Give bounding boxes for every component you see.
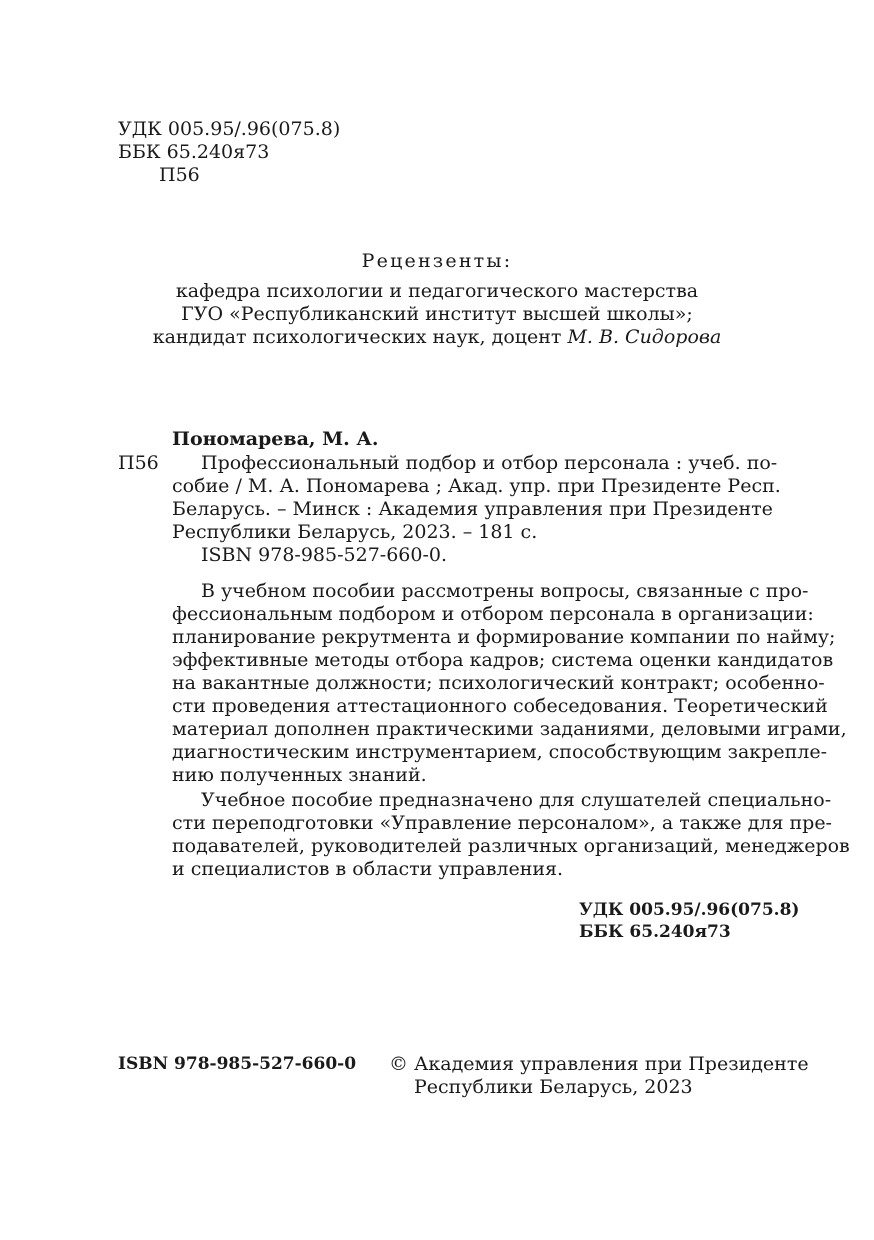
abstract-p1-line-7: материал дополнен практическими заданиями, деловыми играми, [172, 718, 847, 740]
abstract-p2-line-3: подавателей, руководителей различных организаций, менеджеров [172, 835, 850, 857]
abstract-p1-line-4: эффективные методы отбора кадров; система оценки кандидатов [172, 649, 834, 671]
copyright-holder-line-1: Академия управления при Президенте [414, 1053, 809, 1075]
reviewer-line-2: ГУО «Республиканский институт высшей школы»; [181, 303, 693, 325]
catalog-isbn: ISBN 978-985-527-660-0. [201, 544, 448, 566]
catalog-line-1: Профессиональный подбор и отбор персонала : учеб. по- [201, 452, 778, 474]
abstract-p1-line-2: фессиональным подбором и отбором персонала в организации: [172, 603, 814, 625]
abstract-p2-line-1: Учебное пособие предназначено для слушателей специально- [201, 789, 832, 811]
catalog-line-4: Республики Беларусь, 2023. – 181 с. [172, 521, 538, 543]
author-mark: П56 [159, 164, 200, 186]
reviewer-name: М. В. Сидорова [567, 326, 722, 348]
footer-bbk: ББК 65.240я73 [579, 922, 731, 942]
catalog-line-2: собие / М. А. Пономарева ; Акад. упр. при Президенте Респ. [172, 475, 781, 497]
reviewer-line-3 [0, 325, 874, 349]
reviewers-heading: Рецензенты: [361, 250, 513, 272]
abstract-p1-line-5: на вакантные должности; психологический контракт; особенно- [172, 672, 825, 694]
copyright-symbol: © [389, 1053, 408, 1075]
reviewer-title: кандидат психологических наук, доцент [152, 326, 562, 348]
abstract-p1-line-8: диагностическим инструментарием, способствующим закрепле- [172, 741, 827, 763]
abstract-p1-line-9: нию полученных знаний. [172, 764, 427, 786]
bbk-code: ББК 65.240я73 [118, 141, 270, 163]
catalog-code: П56 [118, 452, 159, 474]
abstract-p1-line-1: В учебном пособии рассмотрены вопросы, связанные с про- [201, 580, 809, 602]
catalog-line-3: Беларусь. – Минск : Академия управления при Президенте [172, 498, 773, 520]
udk-code: УДК 005.95/.96(075.8) [118, 118, 341, 140]
reviewer-line-1: кафедра психологии и педагогического мастерства [175, 280, 699, 302]
catalog-author: Пономарева, М. А. [172, 428, 379, 450]
copyright-isbn: ISBN 978-985-527-660-0 [118, 1054, 357, 1074]
abstract-p2-line-4: и специалистов в области управления. [172, 858, 564, 880]
abstract-p2-line-2: сти переподготовки «Управление персоналом», а также для пре- [172, 812, 832, 834]
abstract-p1-line-3: планирование рекрутмента и формирование компании по найму; [172, 626, 836, 648]
footer-udk: УДК 005.95/.96(075.8) [579, 900, 800, 920]
abstract-p1-line-6: сти проведения аттестационного собеседования. Теоретический [172, 695, 828, 717]
copyright-holder-line-2: Республики Беларусь, 2023 [414, 1076, 693, 1098]
